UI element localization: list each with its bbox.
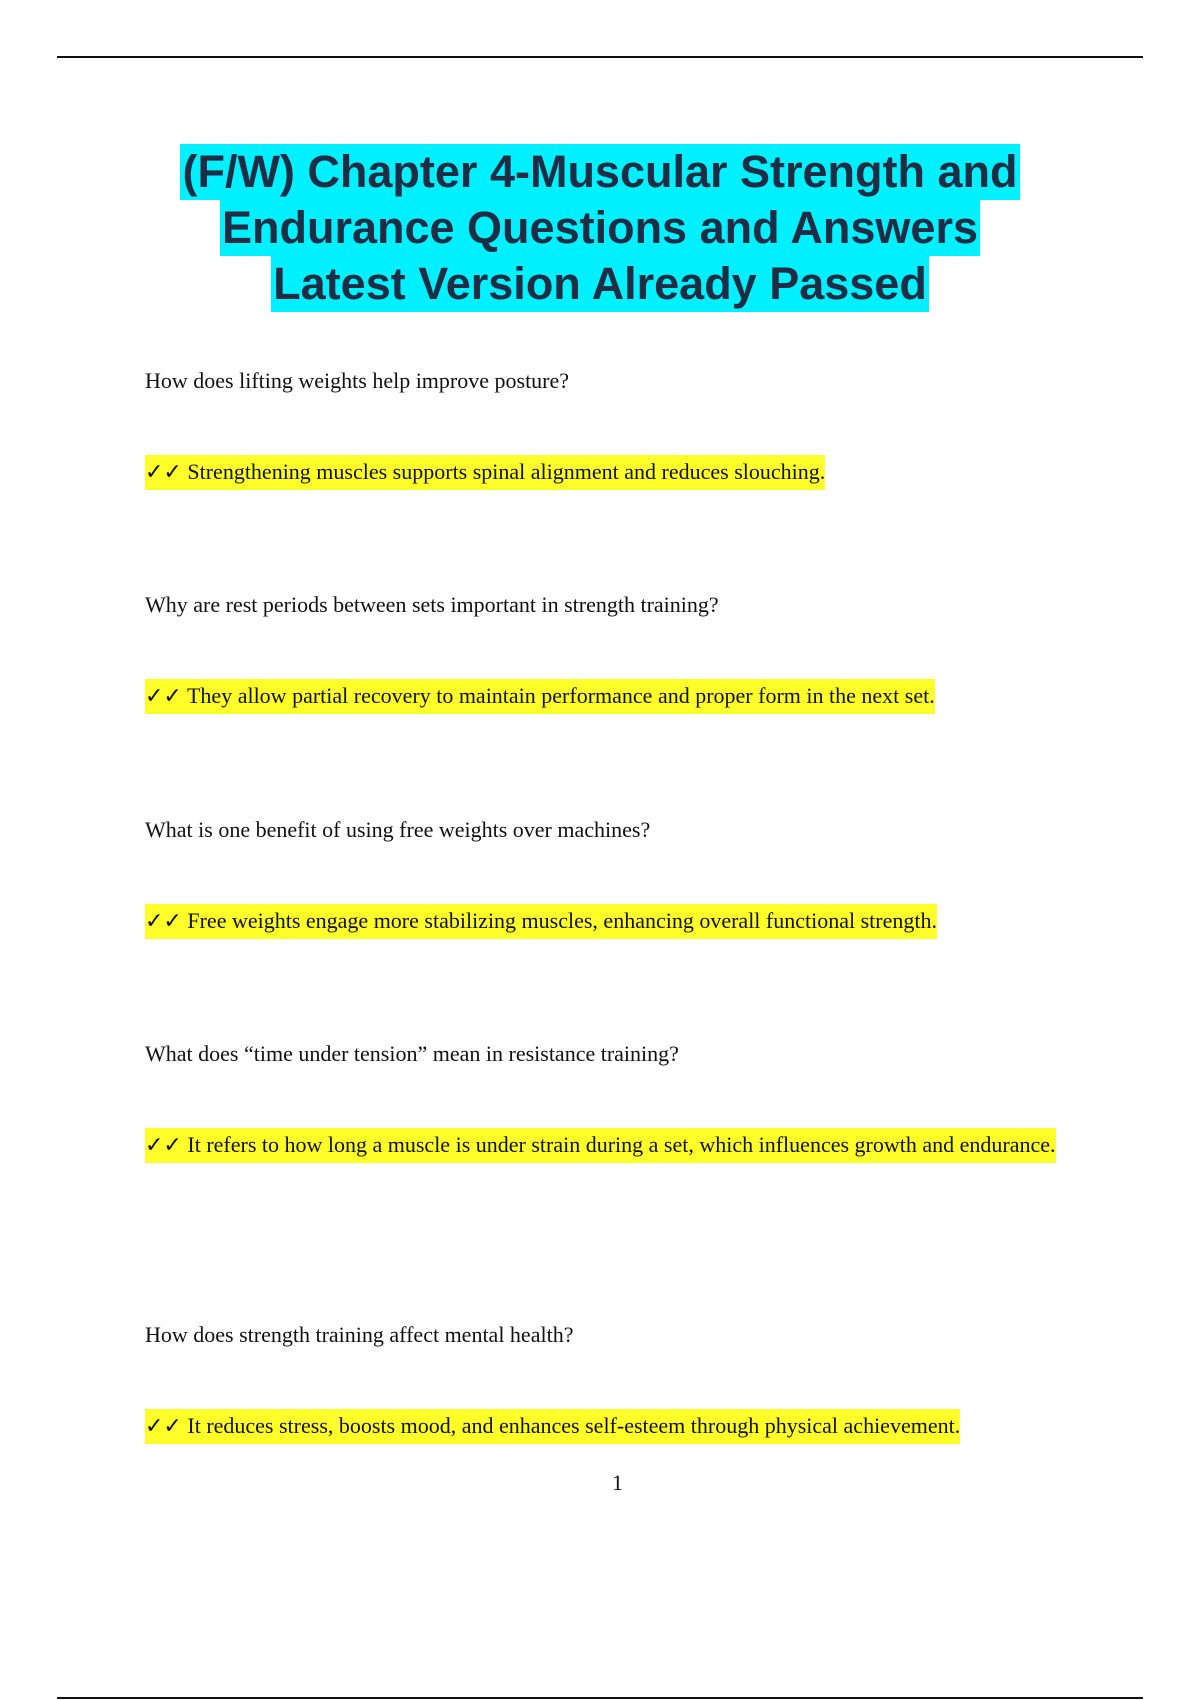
qa-item [145,1320,1075,1457]
check-mark-icon: ✓✓ [145,1414,182,1439]
answer-text: It refers to how long a muscle is under strain during a set, which influences growth and endurance. [187,1132,1056,1157]
top-rule [57,56,1143,58]
bottom-rule [57,1697,1143,1699]
title-line-3: Latest Version Already Passed [271,256,929,312]
page-number: 1 [612,1470,623,1495]
check-mark-icon: ✓✓ [145,909,182,934]
question-text: Why are rest periods between sets important in strength training? [145,592,719,617]
question-text: What is one benefit of using free weights over machines? [145,817,651,842]
question-text: How does lifting weights help improve posture? [145,368,570,393]
check-mark-icon: ✓✓ [145,460,182,485]
qa-item [145,366,1075,503]
answer-text: It reduces stress, boosts mood, and enhances self-esteem through physical achievement. [187,1413,961,1438]
answer-highlight [145,1409,960,1444]
answer-highlight [145,1128,1056,1163]
answer-highlight [145,904,937,939]
check-mark-icon: ✓✓ [145,1133,182,1158]
answer [145,441,1075,503]
title-line-1: (F/W) Chapter 4-Muscular Strength and [180,144,1019,200]
answer [145,890,1075,952]
qa-item [145,590,1075,727]
check-mark-icon: ✓✓ [145,684,182,709]
qa-item [145,815,1075,952]
question-text: How does strength training affect mental health? [145,1322,574,1347]
answer [145,665,1075,727]
answer-text: They allow partial recovery to maintain performance and proper form in the next set. [186,683,935,708]
title-line-2: Endurance Questions and Answers [220,200,980,256]
answer-highlight [145,455,825,490]
answer [145,1395,1075,1457]
answer-highlight [145,679,935,714]
question-text: What does “time under tension” mean in resistance training? [145,1041,679,1066]
answer-text: Strengthening muscles supports spinal alignment and reduces slouching. [187,459,826,484]
answer-text: Free weights engage more stabilizing muscles, enhancing overall functional strength. [187,908,937,933]
answer [145,1114,1075,1176]
qa-item [145,1039,1075,1176]
document-title [100,144,1100,312]
